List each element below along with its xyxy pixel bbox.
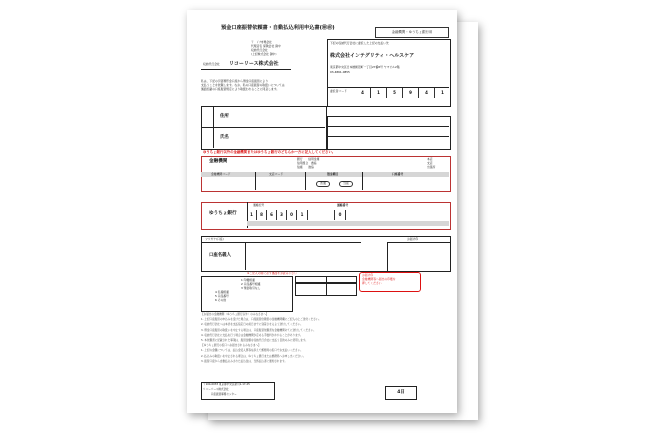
consignor-digit: 4 xyxy=(355,88,371,98)
name-label: 氏名 xyxy=(220,135,229,140)
form-badge: 金融機関・ゆうちょ銀行用 xyxy=(375,27,449,38)
branch-kind-3: 出張所 xyxy=(427,165,436,169)
passbook-fixed: 1 xyxy=(297,210,308,220)
red-note-small: ※ご記入の前に必ず裏面をお読み下さい xyxy=(247,271,297,275)
consignor-digit: 5 xyxy=(387,88,403,98)
consignor-code-cells xyxy=(355,88,450,98)
bank-kind-1: 銀行 信用金庫 xyxy=(297,157,320,161)
applicant-box xyxy=(201,106,327,150)
bank-kind-2: 信用組合 農協 xyxy=(297,161,317,165)
red-callout xyxy=(359,272,421,292)
passbook-digit: 1 xyxy=(247,210,257,220)
passbook-code-label: 通帳記号 xyxy=(253,203,265,207)
collector-label: 収納代行会社 xyxy=(203,62,220,66)
passbook-digit: 6 xyxy=(267,210,277,220)
passbook-digit: 3 xyxy=(277,210,287,220)
account-no-label: 口座番号 xyxy=(392,172,404,176)
branch-kind-1: 本店 xyxy=(427,157,433,161)
consignor-label: 委託者コード xyxy=(330,89,347,93)
bottom-line: 5. 本依頼書に記載された事項は、振替金額を収納代行会社に支払う目的のみに使用します。 xyxy=(201,338,308,342)
holder-label: 口座名義人 xyxy=(209,253,231,258)
bottom-line: 3. 振替口座から自動払込みされた払込金は、当該払込者に通知されます。 xyxy=(201,359,288,363)
collector-underline xyxy=(201,69,291,70)
passbook-digit: 8 xyxy=(257,210,267,220)
bank-warning: ゆうちょ銀行以外の金融機関またはゆうちょ銀行のどちらか一方に記入してください。 xyxy=(203,150,336,154)
company-address: 東京都中央区日本橋蛎殻町一丁目27番8号 ヤマビル2階 xyxy=(330,65,400,69)
bottom-line: 2. 収納代行会社へは本状を支払指定日の前日までに到着させるよう送付してください。 xyxy=(201,323,303,327)
bottom-line: 1. 上記口座振替の申込みを受けた場合は、口座振替依頼書の金融機関欄にご記入の上ご送付ください。 xyxy=(201,318,322,322)
left-note-1: 〒 ﾄﾞﾁ市場会社 xyxy=(251,40,272,44)
address-label: 住所 xyxy=(220,114,229,119)
page-label: 4日 xyxy=(385,386,417,400)
bottom-line: 【お届出の金融機関（ゆうちょ銀行以外）のみなさまへ】 xyxy=(201,313,269,316)
kana-line xyxy=(201,242,361,243)
branch-code-label: 支店コード xyxy=(269,172,283,176)
footer-line-3: 口座振替事務センター xyxy=(203,393,237,396)
check-item-1: 1 印鑑相違 xyxy=(241,278,255,282)
footer-line-2: リコーリース株式会社 xyxy=(203,388,229,391)
office-grid-3 xyxy=(295,282,357,284)
consignor-digit: 9 xyxy=(403,88,419,98)
left-note-2: 代理店名 保険会社 御中 xyxy=(251,44,281,48)
consignor-digit: 1 xyxy=(441,89,444,95)
passbook-code-cells xyxy=(247,210,346,220)
passbook-no-fixed: 0 xyxy=(335,210,346,220)
yucho-footer-band xyxy=(247,221,449,226)
check-item-3: 3 預金取引なし xyxy=(241,286,261,290)
bottom-line: 1. 上記の金額については、払込金受入票等を添えて郵便局の窓口でお支払いください。 xyxy=(201,349,303,353)
branch-kind-2: 支店 xyxy=(427,161,433,165)
company-name: 株式会社インテグリティ・ヘルスケア xyxy=(330,53,415,59)
check-item-6: 6 その他 xyxy=(215,298,227,302)
holder-col xyxy=(245,242,246,270)
passbook-digit: 0 xyxy=(287,210,297,220)
bottom-line: 4. 収納代行会社に支払を行う場合は金融機関が定める手数料がかかることがあります。 xyxy=(201,333,303,337)
consignor-digit: 1 xyxy=(371,88,387,98)
applicant-label-col xyxy=(213,106,214,148)
bottom-line: 2. 払込みの取扱いを中止される場合は、ゆうちょ銀行または郵便局へお申し出ください。 xyxy=(201,354,306,358)
intro-line-1: 私は、下記の引落預貯金口座から預金口座振替により xyxy=(201,79,269,83)
intro-line-2: 支払うことを依頼します。なお、私の口座振替の取扱いについては xyxy=(201,83,285,87)
left-note-3: 収納代行会社 xyxy=(251,48,268,52)
office-grid-2 xyxy=(295,276,327,296)
bottom-line: 【ゆうちょ銀行の窓口へお届出されるみなさまへ】 xyxy=(201,344,261,348)
consignor-digit: 4 xyxy=(419,88,435,98)
stamp-box xyxy=(387,242,451,272)
intro-line-3: 裏面記載の口座振替規定により取扱われることに同意します。 xyxy=(201,87,280,91)
collector-name: リコーリース株式会社 xyxy=(229,61,279,67)
deposit-type-checking[interactable]: 当座 xyxy=(339,181,353,187)
form-title: 預金口座振替依頼書・自動払込利用申込書(㊞㊞) xyxy=(221,25,335,31)
kana-label: フリガナ(口座) xyxy=(205,237,224,241)
passbook-blank xyxy=(308,210,335,220)
bank-col-1 xyxy=(255,172,256,190)
bottom-line: 3. 預金口座振替の取扱いを中止する場合は、口座振替依頼書を金融機関あてに送付してください。 xyxy=(201,328,316,332)
stamp-label: お届け印 xyxy=(407,237,419,241)
check-item-2: 2 口座番号相違 xyxy=(241,282,261,286)
bank-kind-3: 信連 漁協 xyxy=(297,165,314,169)
office-use-box xyxy=(327,116,451,150)
bank-col-3 xyxy=(362,172,363,190)
company-note: 下記の収納代行会社に委託した上記の支払い先 xyxy=(330,41,389,45)
bank-header-band xyxy=(201,172,449,177)
bank-code-label: 金融機関コード xyxy=(211,172,231,176)
red-callout-3: 押してください xyxy=(362,280,382,285)
company-tel: 03-4861-0855 xyxy=(330,70,350,74)
red-callout-2: 金融機関等へ届出の印鑑を xyxy=(362,277,396,282)
bottom-text xyxy=(201,313,321,365)
check-item-5: 5 口座番号 xyxy=(215,294,229,298)
bank-label: 金融機関 xyxy=(209,159,228,164)
deposit-type-label: 預金種目 xyxy=(327,172,339,176)
check-item-4: 4 名義相違 xyxy=(215,290,229,294)
deposit-type-ordinary[interactable]: 普通 xyxy=(316,181,330,187)
office-use-line-2 xyxy=(327,136,449,137)
bank-col-2 xyxy=(305,172,306,190)
passbook-no-label: 通帳番号 xyxy=(337,203,349,207)
office-use-line-1 xyxy=(327,126,449,127)
applicant-divider xyxy=(201,127,325,128)
form-sheet xyxy=(187,10,457,413)
yucho-label: ゆうちょ銀行 xyxy=(209,211,237,216)
red-callout-1: お届け印 xyxy=(362,273,374,277)
footer-line-1: 〒104-0033 東京都中央区新川1-17-25 xyxy=(203,383,250,386)
left-note-4: (上記株式会社 御中) xyxy=(251,52,277,56)
